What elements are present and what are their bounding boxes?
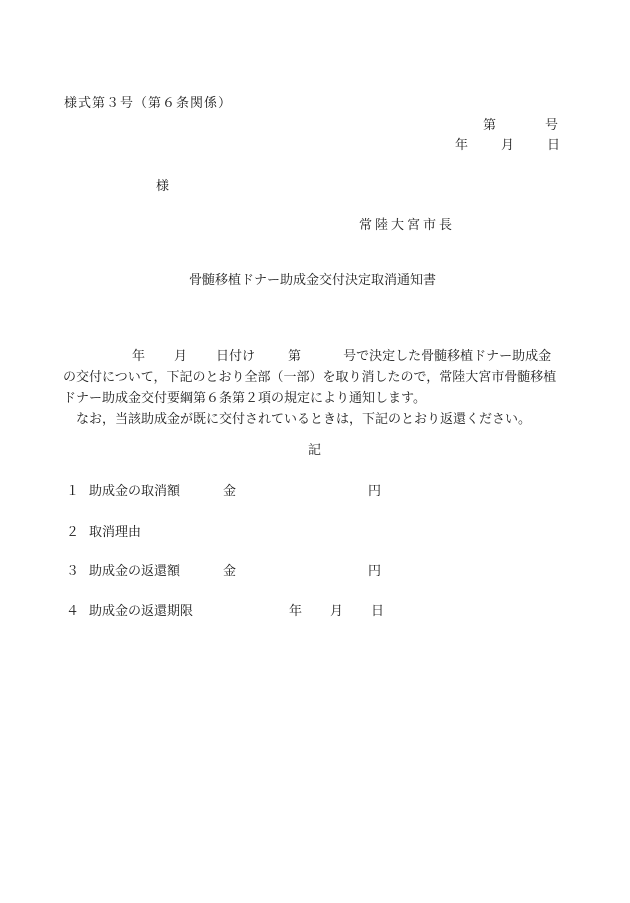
body-year: 年 <box>132 349 146 364</box>
item-row <box>0 565 630 581</box>
item-day: 日 <box>371 604 385 619</box>
body-dai: 第 <box>288 349 302 364</box>
body-line-4: なお，当該助成金が既に交付されているときは，下記のとおり返還ください。 <box>63 412 532 427</box>
issuer-name: 常陸大宮市長 <box>359 218 456 233</box>
item-row <box>0 526 630 542</box>
body-line-1-rest: 号で決定した骨髄移植ドナー助成金 <box>343 349 552 364</box>
item-label: 助成金の返還額 <box>89 564 181 579</box>
item-row <box>0 605 630 621</box>
item-yen: 円 <box>368 564 382 579</box>
addressee-suffix: 様 <box>156 179 170 194</box>
body-line-3: ドナー助成金交付要綱第６条第２項の規定により通知します。 <box>63 391 426 406</box>
item-row <box>0 485 630 501</box>
item-number: ２ <box>66 525 80 540</box>
body-month: 月 <box>174 349 188 364</box>
item-kin: 金 <box>223 564 237 579</box>
item-yen: 円 <box>368 484 382 499</box>
date-day: 日 <box>547 138 561 153</box>
item-month: 月 <box>330 604 344 619</box>
item-label: 取消理由 <box>89 525 142 540</box>
item-kin: 金 <box>223 484 237 499</box>
ki-heading: 記 <box>308 443 322 458</box>
body-text <box>63 346 583 430</box>
date-year: 年 <box>455 138 469 153</box>
form-label: 様式第３号（第６条関係） <box>64 96 233 111</box>
body-line-1 <box>63 346 583 367</box>
item-number: １ <box>66 484 80 499</box>
number-go: 号 <box>545 118 559 133</box>
body-day: 日付け <box>216 349 256 364</box>
item-number: ３ <box>66 564 80 579</box>
date-month: 月 <box>501 138 515 153</box>
item-label: 助成金の取消額 <box>89 484 181 499</box>
document-title: 骨髄移植ドナー助成金交付決定取消通知書 <box>189 273 437 288</box>
item-year: 年 <box>289 604 303 619</box>
item-label: 助成金の返還期限 <box>89 604 194 619</box>
body-line-2: の交付について，下記のとおり全部（一部）を取り消したので，常陸大宮市骨髄移植 <box>63 370 557 385</box>
item-number: ４ <box>66 604 80 619</box>
number-dai: 第 <box>483 118 497 133</box>
